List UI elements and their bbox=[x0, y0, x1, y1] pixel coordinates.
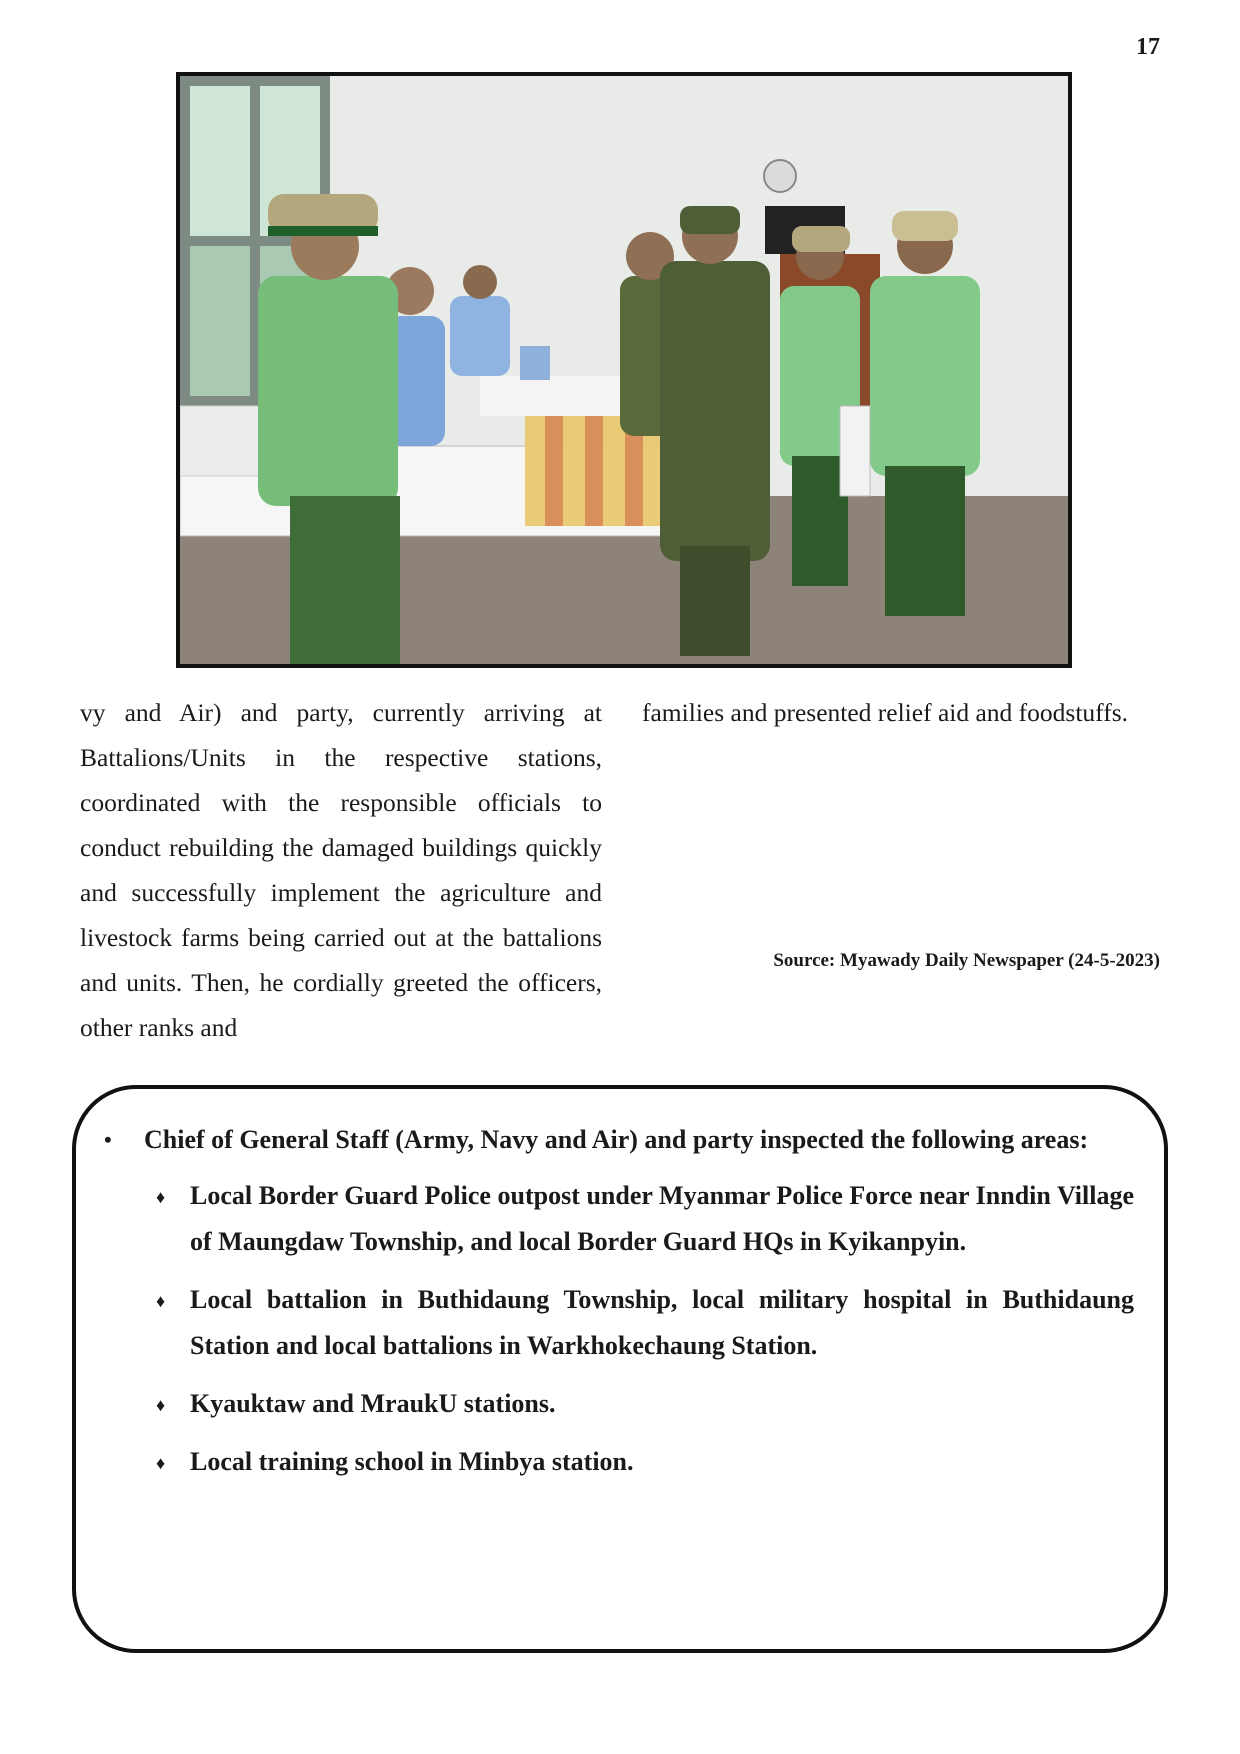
diamond-bullet-icon: ♦ bbox=[156, 1453, 166, 1473]
article-text-right: families and presented relief aid and foodstuffs. bbox=[642, 698, 1128, 727]
source-citation: Source: Myawady Daily Newspaper (24-5-2023) bbox=[773, 950, 1160, 971]
summary-heading: Chief of General Staff (Army, Navy and Air) and party inspected the following areas: bbox=[144, 1125, 1089, 1154]
list-item bbox=[76, 1439, 1164, 1485]
bullet-icon: • bbox=[104, 1127, 112, 1152]
summary-box bbox=[72, 1085, 1168, 1653]
hospital-visit-photo bbox=[180, 76, 1068, 664]
list-item-text: Kyauktaw and MraukU stations. bbox=[190, 1389, 556, 1418]
summary-list bbox=[76, 1117, 1164, 1497]
news-photo bbox=[176, 72, 1072, 668]
article-text-left: vy and Air) and party, currently arriving at Battalions/Units in the respective stations, coordinated with the responsible officials to conduct rebuilding the damaged buildings quickly and successfully implement the agriculture and livestock farms being carried out at the battalions and units. Then, he cordially greeted the officers, other ranks and bbox=[80, 698, 602, 1042]
list-item bbox=[76, 1173, 1164, 1265]
diamond-bullet-icon: ♦ bbox=[156, 1395, 166, 1415]
list-item-text: Local Border Guard Police outpost under Myanmar Police Force near Inndin Village of Maungdaw Township, and local Border Guard HQs in Kyikanpyin. bbox=[190, 1181, 1134, 1256]
list-item bbox=[76, 1381, 1164, 1427]
diamond-bullet-icon: ♦ bbox=[156, 1187, 166, 1207]
inspected-areas-list bbox=[76, 1173, 1164, 1485]
page-number: 17 bbox=[1136, 34, 1160, 60]
summary-heading-item bbox=[76, 1117, 1164, 1163]
article-column-right bbox=[642, 690, 1164, 735]
list-item-text: Local training school in Minbya station. bbox=[190, 1447, 634, 1476]
diamond-bullet-icon: ♦ bbox=[156, 1291, 166, 1311]
article-column-left bbox=[80, 690, 602, 1050]
list-item bbox=[76, 1277, 1164, 1369]
list-item-text: Local battalion in Buthidaung Township, local military hospital in Buthidaung Station and local battalions in Warkhokechaung Station. bbox=[190, 1285, 1134, 1360]
